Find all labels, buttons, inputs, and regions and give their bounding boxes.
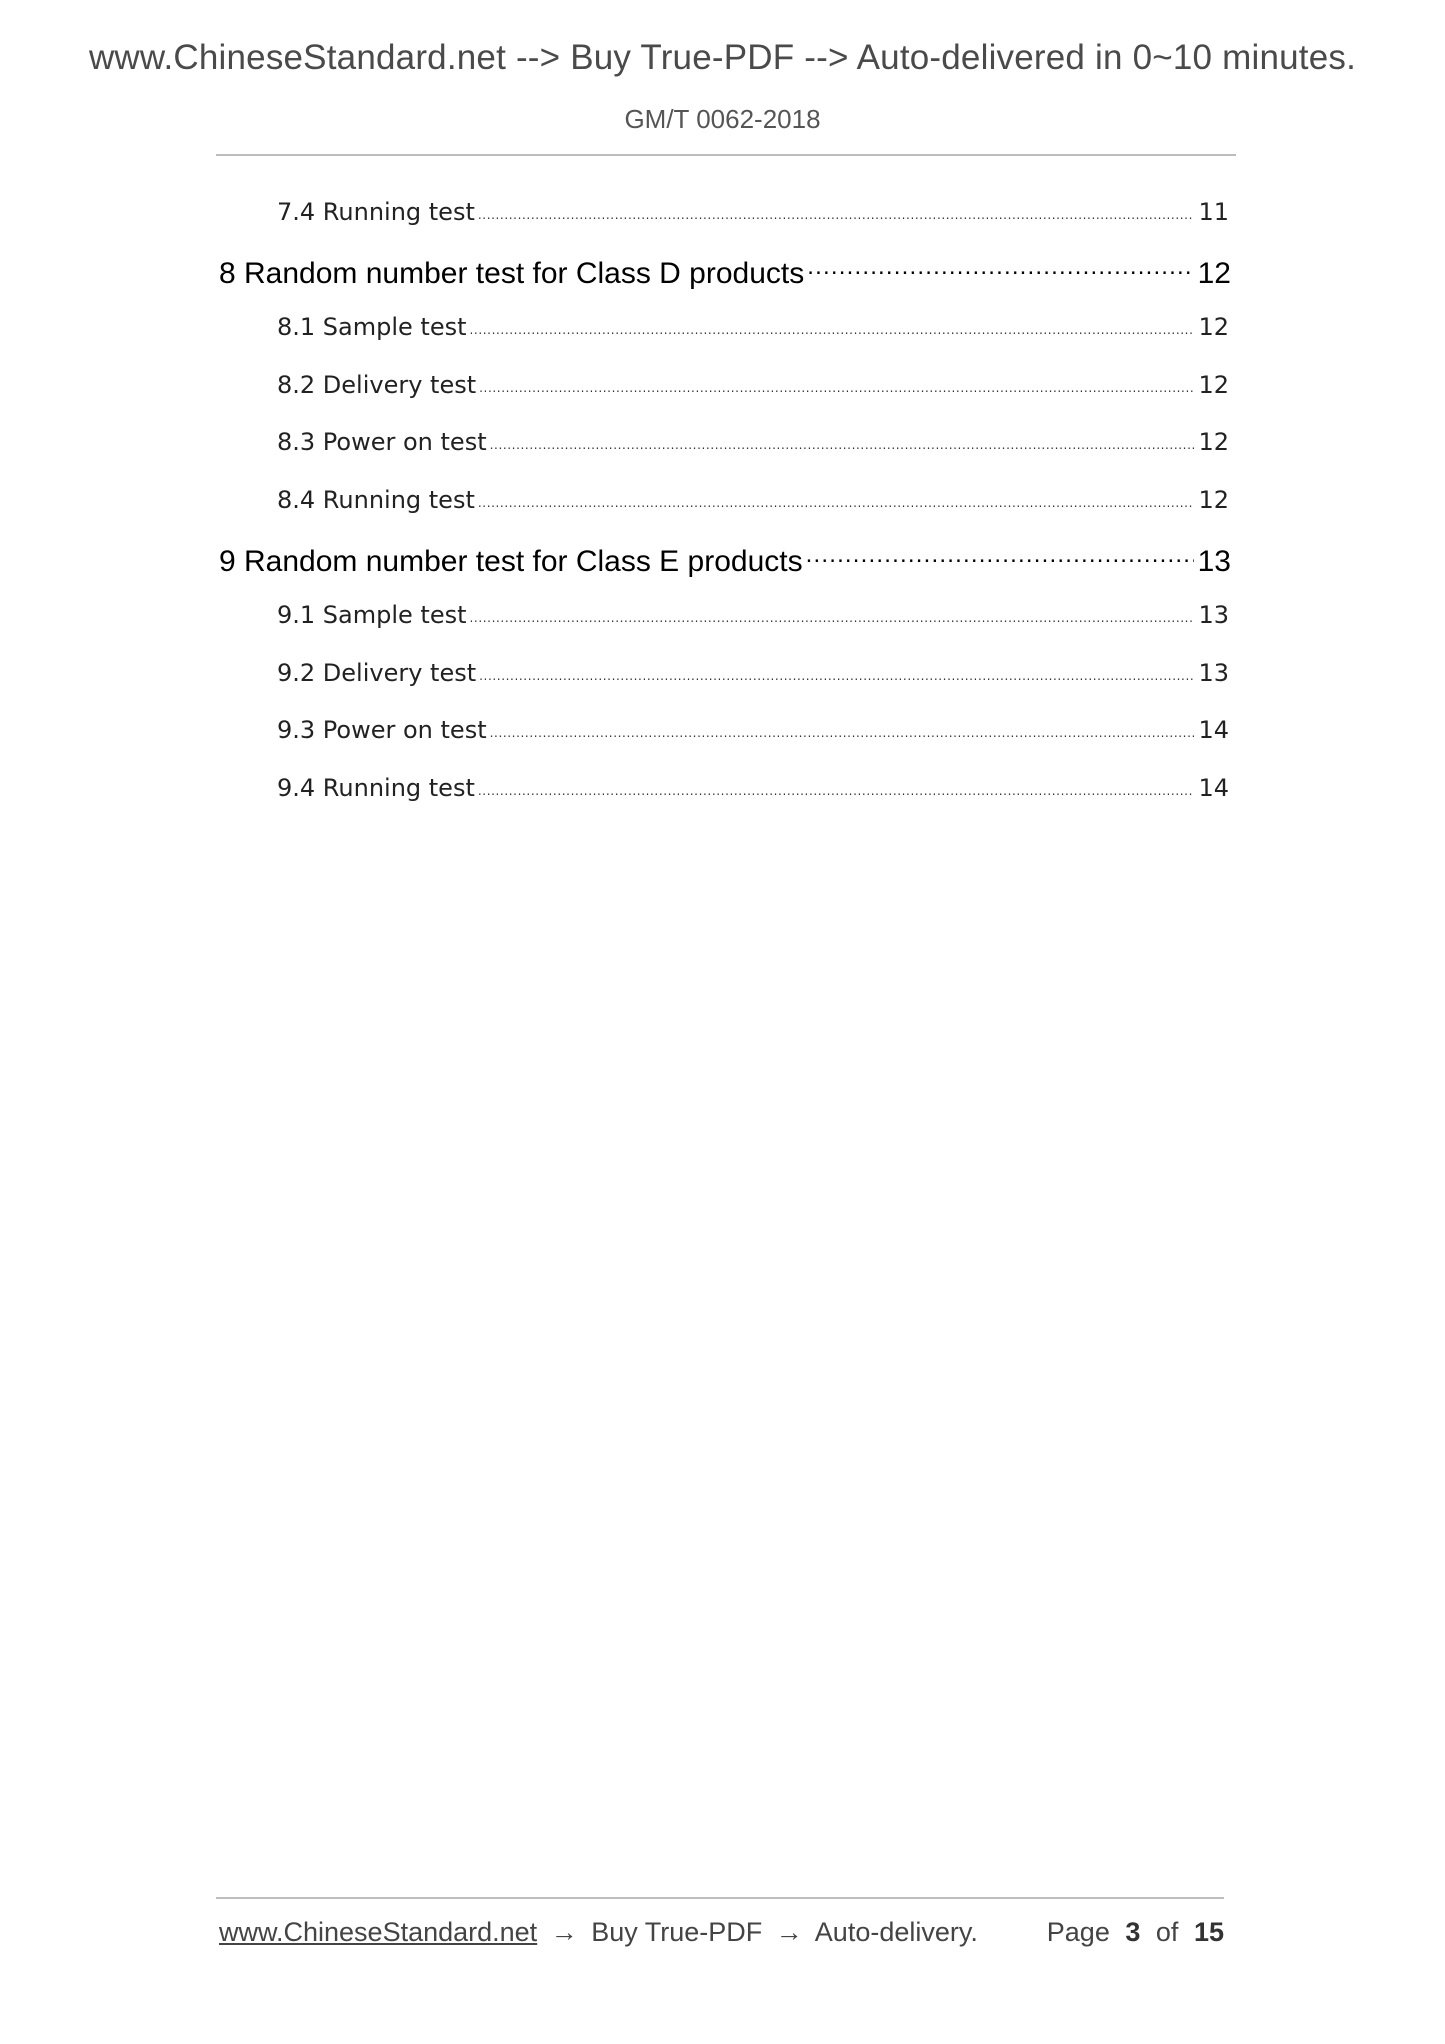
toc-entry-label: 8 Random number test for Class D products [219, 257, 805, 290]
toc-page-number: 14 [1198, 774, 1229, 802]
toc-entry-9[interactable] [219, 541, 1231, 579]
toc-dot-leader [470, 599, 1195, 623]
toc-page-number: 13 [1197, 545, 1231, 578]
toc-page-number: 12 [1198, 428, 1229, 456]
toc-entry-label: 8.2 Delivery test [277, 371, 477, 399]
toc-entry-8[interactable] [219, 253, 1231, 291]
toc-page-number: 12 [1198, 313, 1229, 341]
toc-entry-8-4[interactable] [277, 484, 1229, 514]
toc-entry-label: 9.3 Power on test [277, 716, 487, 744]
footer-divider [216, 1897, 1224, 1899]
toc-entry-9-4[interactable] [277, 772, 1229, 802]
toc-page-number: 13 [1198, 659, 1229, 687]
toc-entry-label: 7.4 Running test [277, 198, 475, 226]
toc-dot-leader [478, 484, 1195, 508]
toc-page-number: 12 [1198, 371, 1229, 399]
page-indicator [1047, 1917, 1224, 1948]
toc-dot-leader [479, 369, 1194, 393]
toc-entry-9-3[interactable] [277, 714, 1229, 744]
toc-entry-8-3[interactable] [277, 426, 1229, 456]
arrow-right-icon: → [775, 1917, 803, 1947]
toc-entry-7-4[interactable] [277, 196, 1229, 226]
of-word: of [1155, 1917, 1179, 1947]
toc-entry-9-2[interactable] [277, 657, 1229, 687]
toc-entry-label: 9 Random number test for Class E products [219, 545, 803, 578]
toc-entry-label: 9.4 Running test [277, 774, 475, 802]
toc-page-number: 13 [1198, 601, 1229, 629]
toc-dot-leader [490, 426, 1195, 450]
site-link[interactable]: www.ChineseStandard.net [219, 1917, 538, 1947]
footer-left [219, 1917, 978, 1948]
toc-dot-leader [478, 196, 1195, 220]
toc-page-number: 12 [1197, 257, 1231, 290]
toc-entry-9-1[interactable] [277, 599, 1229, 629]
toc-page-number: 11 [1198, 198, 1229, 226]
toc-entry-label: 8.1 Sample test [277, 313, 467, 341]
toc-dot-leader [490, 714, 1195, 738]
current-page-number: 3 [1125, 1917, 1141, 1947]
toc-entry-label: 9.1 Sample test [277, 601, 467, 629]
toc-dot-leader [479, 657, 1194, 681]
toc-page-number: 14 [1198, 716, 1229, 744]
toc-entry-label: 8.3 Power on test [277, 428, 487, 456]
toc-dot-leader [470, 311, 1195, 335]
toc-entry-8-1[interactable] [277, 311, 1229, 341]
toc-dot-leader [807, 253, 1193, 283]
toc-entry-8-2[interactable] [277, 369, 1229, 399]
toc-entry-label: 8.4 Running test [277, 486, 475, 514]
top-banner: www.ChineseStandard.net --> Buy True-PDF --> Auto-delivered in 0~10 minutes. [88, 38, 1357, 77]
arrow-right-icon: → [550, 1917, 578, 1947]
toc-page-number: 12 [1198, 486, 1229, 514]
document-code: GM/T 0062-2018 [624, 104, 821, 134]
toc-entry-label: 9.2 Delivery test [277, 659, 477, 687]
delivery-text: Auto-delivery. [814, 1917, 978, 1947]
buy-text: Buy True-PDF [591, 1917, 763, 1947]
toc-dot-leader [478, 772, 1195, 796]
toc-dot-leader [806, 541, 1194, 571]
page-word: Page [1046, 1917, 1110, 1947]
total-pages: 15 [1193, 1917, 1224, 1947]
